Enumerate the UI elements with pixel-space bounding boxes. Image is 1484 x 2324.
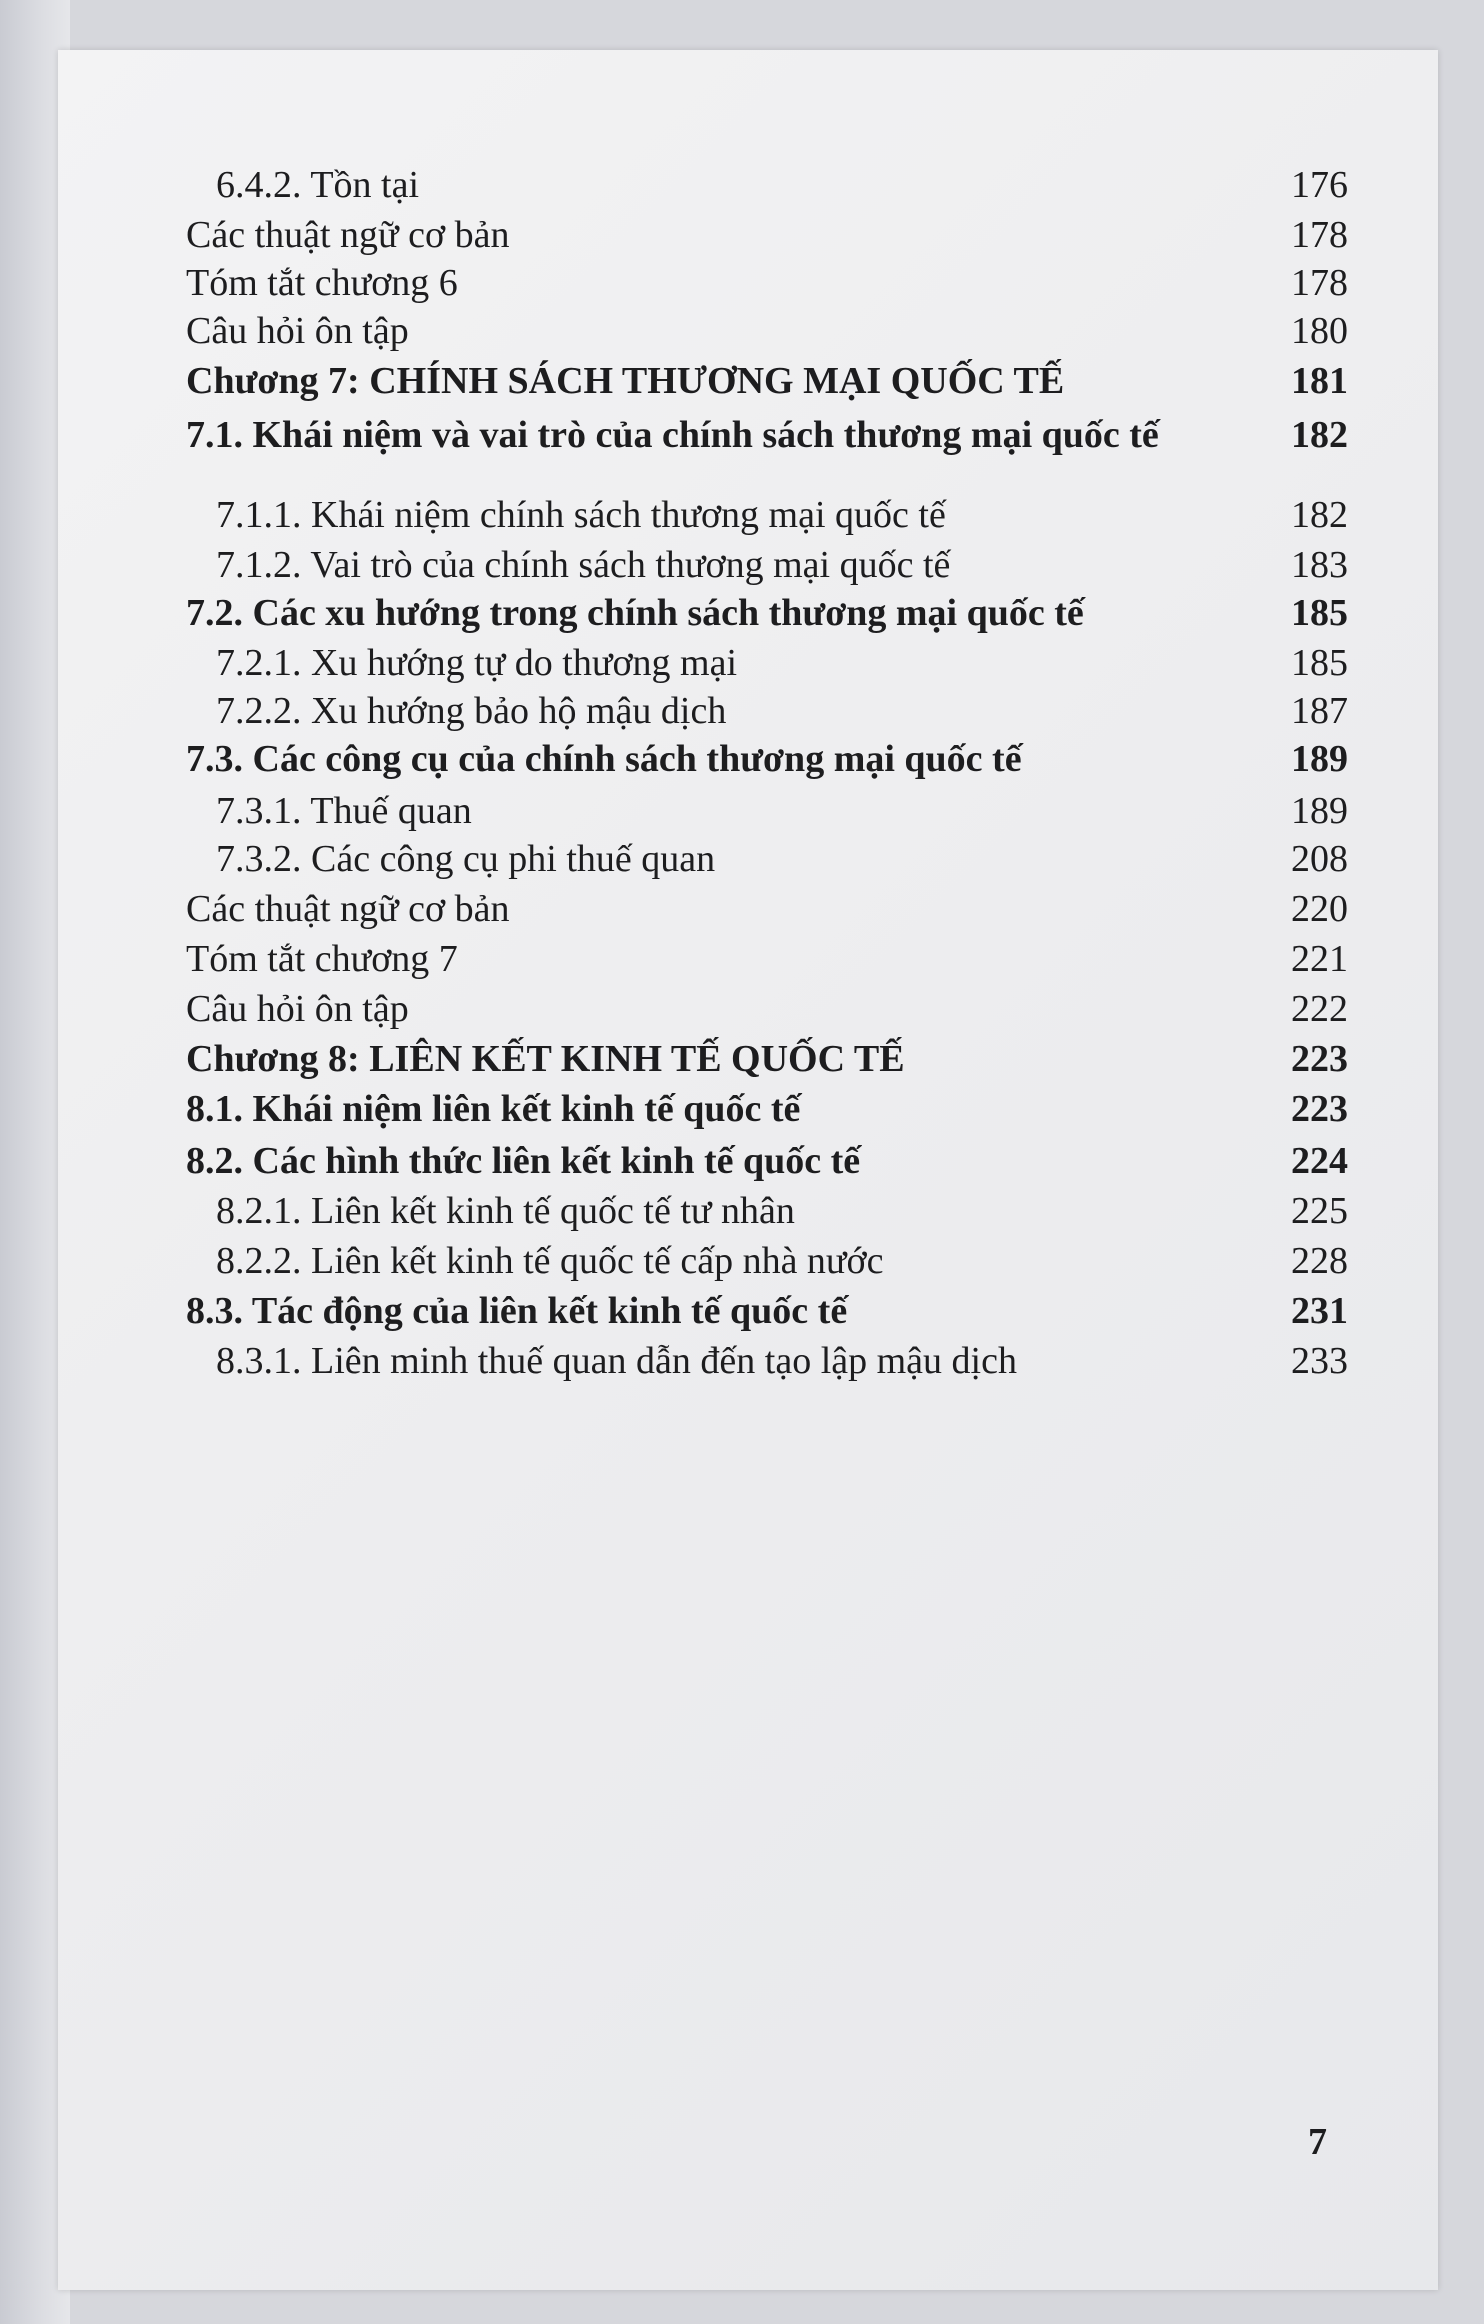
toc-entry (186, 212, 1348, 258)
book-page (58, 50, 1438, 2290)
toc-entry (186, 1288, 1348, 1334)
toc-entry (186, 1238, 1348, 1284)
toc-entry-title: Các thuật ngữ cơ bản (186, 214, 510, 256)
toc-entry-page: 228 (1291, 1240, 1348, 1282)
toc-entry-title: 8.3. Tác động của liên kết kinh tế quốc tế (186, 1290, 848, 1332)
toc-entry-title: Chương 8: LIÊN KẾT KINH TẾ QUỐC TẾ (186, 1038, 905, 1080)
toc-entry-title: 7.1.2. Vai trò của chính sách thương mại quốc tế (216, 544, 951, 586)
toc-entry-page: 185 (1291, 642, 1348, 684)
toc-entry-title: 7.1.1. Khái niệm chính sách thương mại quốc tế (216, 494, 946, 536)
toc-entry-title: 8.2. Các hình thức liên kết kinh tế quốc tế (186, 1140, 861, 1182)
toc-entry (186, 590, 1348, 636)
toc-entry-page: 181 (1291, 360, 1348, 402)
toc-entry (186, 358, 1348, 404)
toc-entry-title: 7.1. Khái niệm và vai trò của chính sách thương mại quốc tế (186, 414, 1159, 456)
toc-entry-page: 208 (1291, 838, 1348, 880)
toc-entry-title: 7.2.2. Xu hướng bảo hộ mậu dịch (216, 690, 727, 732)
toc-entry (186, 1036, 1348, 1082)
toc-entry-page: 183 (1291, 544, 1348, 586)
toc-entry-title: 6.4.2. Tồn tại (216, 164, 420, 206)
toc-entry (186, 788, 1348, 834)
toc-entry-title: Câu hỏi ôn tập (186, 988, 409, 1030)
toc-entry-title: 7.3.2. Các công cụ phi thuế quan (216, 838, 716, 880)
toc-entry (186, 986, 1348, 1032)
toc-entry-page: 178 (1291, 214, 1348, 256)
toc-entry (186, 542, 1348, 588)
toc-entry (186, 736, 1348, 782)
toc-entry (186, 936, 1348, 982)
toc-entry-page: 185 (1291, 592, 1348, 634)
toc-entry-title: 7.3. Các công cụ của chính sách thương mại quốc tế (186, 738, 1022, 780)
toc-entry-title: Tóm tắt chương 7 (186, 938, 458, 980)
toc-entry-title: Chương 7: CHÍNH SÁCH THƯƠNG MẠI QUỐC TẾ (186, 360, 1065, 402)
toc-entry-page: 222 (1291, 988, 1348, 1030)
toc-entry-title: Câu hỏi ôn tập (186, 310, 409, 352)
toc-entry-title: Tóm tắt chương 6 (186, 262, 458, 304)
toc-entry (186, 1338, 1348, 1384)
toc-entry (186, 1086, 1348, 1132)
toc-entry-page: 189 (1291, 738, 1348, 780)
toc-entry-title: 8.2.2. Liên kết kinh tế quốc tế cấp nhà nước (216, 1240, 884, 1282)
toc-entry-title: 7.2. Các xu hướng trong chính sách thương mại quốc tế (186, 592, 1084, 634)
toc-entry-page: 182 (1291, 414, 1348, 456)
toc-entry (186, 886, 1348, 932)
toc-entry (186, 1188, 1348, 1234)
toc-entry (186, 260, 1348, 306)
toc-entry-title: Các thuật ngữ cơ bản (186, 888, 510, 930)
toc-entry-page: 178 (1291, 262, 1348, 304)
toc-entry-page: 221 (1291, 938, 1348, 980)
toc-entry (186, 412, 1348, 458)
toc-entry-page: 233 (1291, 1340, 1348, 1382)
toc-entry-title: 8.3.1. Liên minh thuế quan dẫn đến tạo lập mậu dịch (216, 1340, 1017, 1382)
toc-entry (186, 640, 1348, 686)
toc-entry-title: 8.1. Khái niệm liên kết kinh tế quốc tế (186, 1088, 801, 1130)
toc-entry-page: 176 (1291, 164, 1348, 206)
toc-entry (186, 1138, 1348, 1184)
toc-entry-page: 180 (1291, 310, 1348, 352)
toc-entry-page: 223 (1291, 1088, 1348, 1130)
toc-entry-page: 231 (1291, 1290, 1348, 1332)
toc-entry (186, 492, 1348, 538)
toc-entry-title: 7.3.1. Thuế quan (216, 790, 472, 832)
toc-entry (186, 688, 1348, 734)
toc-entry-page: 182 (1291, 494, 1348, 536)
toc-entry-page: 220 (1291, 888, 1348, 930)
page-number: 7 (1308, 2121, 1327, 2163)
toc-entry-page: 224 (1291, 1140, 1348, 1182)
toc-entry (186, 308, 1348, 354)
toc-entry-page: 187 (1291, 690, 1348, 732)
toc-entry-page: 189 (1291, 790, 1348, 832)
toc-entry (186, 836, 1348, 882)
table-of-contents (58, 50, 1438, 2290)
toc-entry-title: 8.2.1. Liên kết kinh tế quốc tế tư nhân (216, 1190, 795, 1232)
toc-entry-page: 223 (1291, 1038, 1348, 1080)
toc-entry-page: 225 (1291, 1190, 1348, 1232)
toc-entry (186, 162, 1348, 208)
toc-entry-title: 7.2.1. Xu hướng tự do thương mại (216, 642, 738, 684)
